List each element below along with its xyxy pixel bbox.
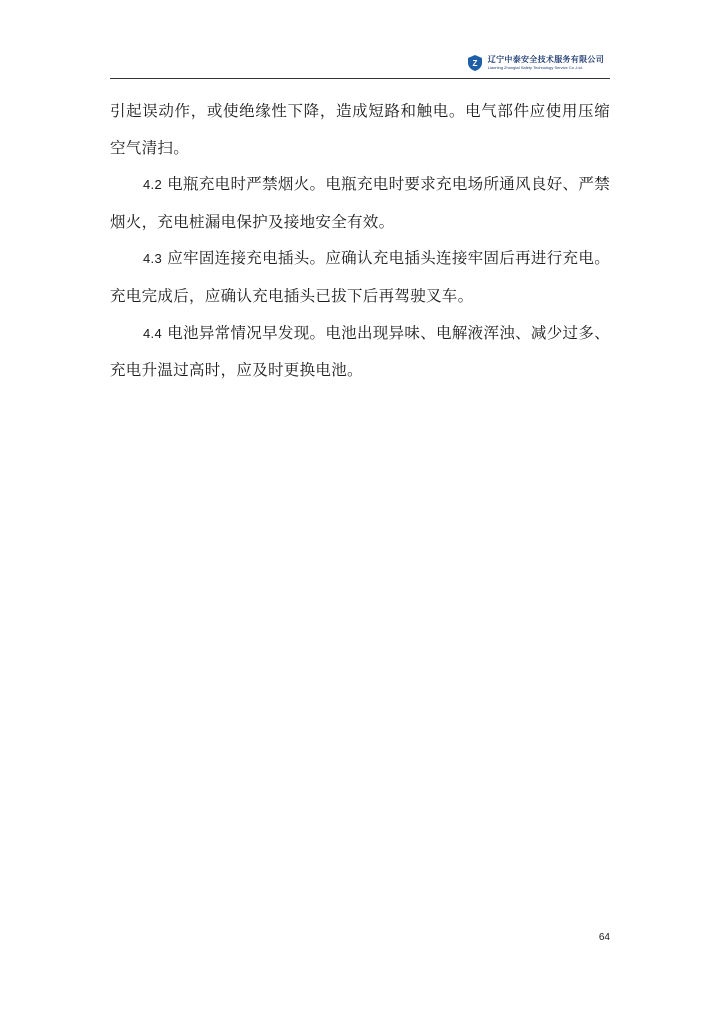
section-4-2 [110, 166, 610, 240]
svg-text:Z: Z [472, 59, 478, 68]
company-name-en: Liaoning Zhongtai Safety Technology Service Co.,Ltd. [487, 65, 583, 70]
section-text: 应牢固连接充电插头。应确认充电插头连接牢固后再进行充电。充电完成后，应确认充电插头已拔下后再驾驶叉车。 [110, 249, 610, 305]
section-text: 电瓶充电时严禁烟火。电瓶充电时要求充电场所通风良好、严禁烟火，充电桩漏电保护及接地安全有效。 [110, 175, 610, 231]
company-name-cn: 辽宁中泰安全技术服务有限公司 [487, 55, 604, 64]
paragraph-continuation: 引起误动作，或使绝缘性下降，造成短路和触电。电气部件应使用压缩空气清扫。 [110, 102, 610, 157]
header-divider [110, 78, 610, 79]
page-number: 64 [598, 932, 610, 943]
section-number: 4.2 [143, 177, 162, 193]
section-4-3 [110, 240, 610, 314]
company-logo [466, 54, 604, 72]
section-number: 4.3 [143, 251, 162, 267]
zt-shield-logo-icon [466, 54, 484, 72]
section-text: 电池异常情况早发现。电池出现异味、电解液浑浊、减少过多、充电升温过高时，应及时更换电池。 [110, 323, 610, 380]
section-number: 4.4 [143, 325, 162, 341]
section-4-4 [110, 315, 610, 389]
page-header [110, 50, 610, 78]
document-body [110, 93, 610, 389]
